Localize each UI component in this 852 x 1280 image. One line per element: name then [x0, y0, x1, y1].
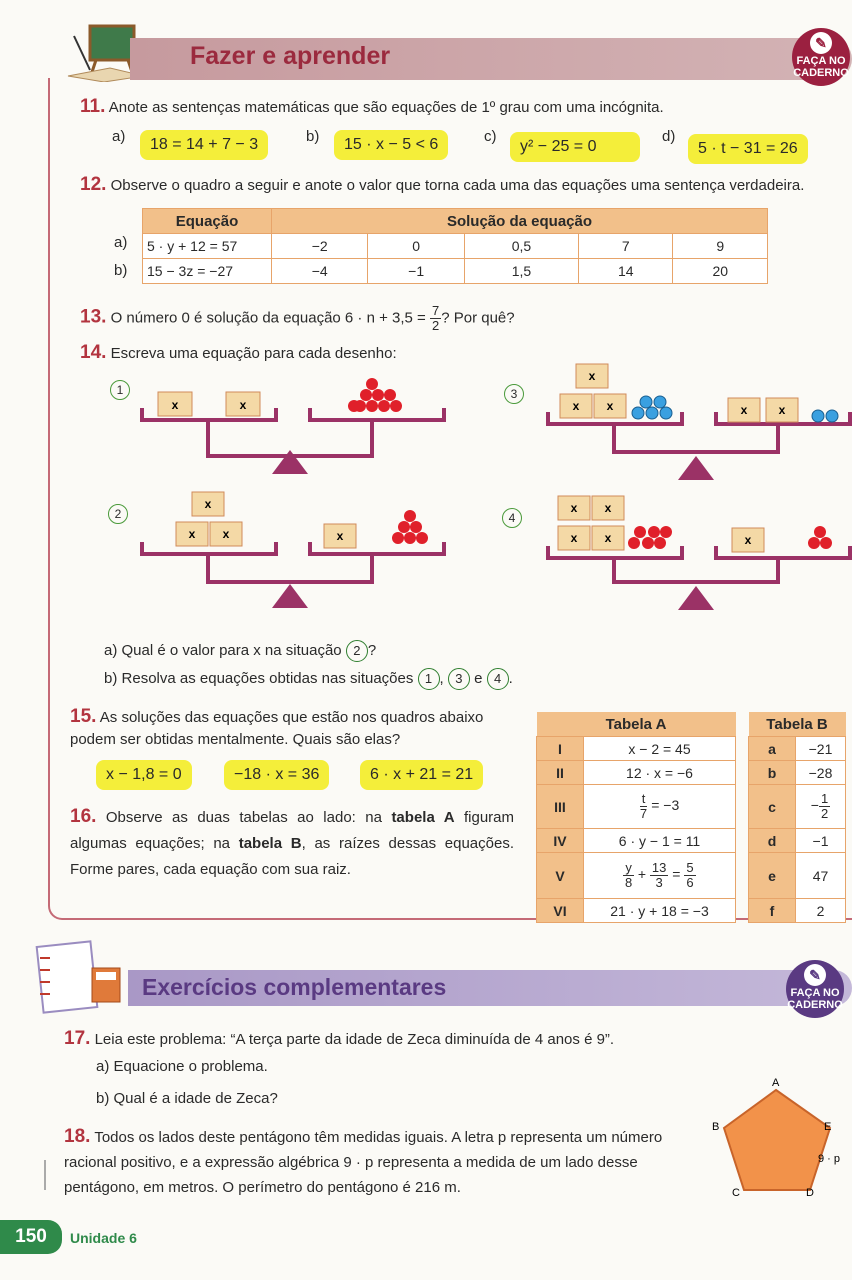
table-row: f 2: [749, 899, 846, 923]
table-cell: 7: [579, 234, 673, 259]
box-label: x: [239, 398, 247, 412]
table-row: IV 6 · y − 1 = 11: [537, 829, 736, 853]
box-label: x: [740, 403, 748, 417]
question-15: 15. As soluções das equações que estão nos quadros abaixo podem ser obtidas mentalmente. Quais são elas?: [70, 706, 484, 748]
table-row: [143, 234, 768, 259]
table-cell: 0,5: [464, 234, 578, 259]
q17-b: b) Qual é a idade de Zeca?: [96, 1090, 278, 1107]
box-label: x: [572, 399, 580, 413]
section-title: Fazer e aprender: [190, 42, 391, 70]
box-label: x: [588, 369, 596, 383]
table-row: VI 21 · y + 18 = −3: [537, 899, 736, 923]
q15-item-3: 6 · x + 21 = 21: [360, 760, 483, 790]
q14-a: a) Qual é o valor para x na situação 2 ?: [104, 640, 376, 662]
table-row: c − $\frac{1}{2}$: [749, 785, 846, 829]
question-14: 14. Escreva uma equação para cada desenho:: [80, 342, 397, 363]
vertex-B: B: [712, 1121, 720, 1133]
fraction: $\frac{1}{2}$: [820, 791, 829, 821]
scale-number-4: 4: [502, 508, 522, 528]
table-b-title: Tabela B: [749, 712, 846, 737]
question-17: 17. Leia este problema: “A terça parte da idade de Zeca diminuída de 4 anos é 9”.: [64, 1028, 615, 1049]
table-b: [748, 712, 846, 923]
table-cell: 15 − 3z = −27: [143, 259, 272, 284]
table-row: V $\frac{y}{8}$ + $\frac{13}{3}$ = $\frac{5}{6}$: [537, 853, 736, 899]
box-label: x: [778, 403, 786, 417]
notebook-badge: ✎ FAÇA NO CADERNO: [792, 28, 850, 86]
table-row: III $\frac{t}{7}$ = −3: [537, 785, 736, 829]
section-illustration-2: [34, 938, 130, 1018]
vertex-A: A: [772, 1077, 780, 1089]
question-13: 13. O número 0 é solução da equação 6 · n + 3,5 = $\frac{7}{2}$ ? Por quê?: [80, 303, 515, 333]
table-row: II 12 · x = −6: [537, 761, 736, 785]
table-cell: 0: [368, 234, 464, 259]
equation-solution-table: [142, 208, 768, 284]
box-label: x: [204, 497, 212, 511]
q11-a-expr: 18 = 14 + 7 − 3: [140, 130, 268, 160]
table-cell: 14: [579, 259, 673, 284]
margin-line: [44, 1160, 46, 1190]
unit-label: Unidade 6: [70, 1230, 137, 1246]
question-18: 18. Todos os lados deste pentágono têm medidas iguais. A letra p representa um número racional positivo, e a expressão algébrica 9 · p representa a medida de um lado desse pentágono, em metros. O perímetro do pentágono é 216 m.: [64, 1126, 663, 1196]
q11-d-label: d): [662, 128, 676, 145]
q11-b-label: b): [306, 128, 320, 145]
table-row: b −28: [749, 761, 846, 785]
box-label: x: [606, 399, 614, 413]
notebook-icon: ✎: [810, 32, 832, 54]
table-cell: 5 · y + 12 = 57: [143, 234, 272, 259]
box-label: x: [604, 501, 612, 515]
q15-item-1: x − 1,8 = 0: [96, 760, 192, 790]
table-header-solution: Solução da equação: [272, 209, 768, 234]
table-row: [143, 259, 768, 284]
table-a: [536, 712, 736, 923]
q11-c-label: c): [484, 128, 497, 145]
table-header-equation: Equação: [143, 209, 272, 234]
table-row: a −21: [749, 737, 846, 761]
box-label: x: [188, 527, 196, 541]
notebook-calculator-icon: [34, 938, 130, 1018]
table-row: I x − 2 = 45: [537, 737, 736, 761]
q14-b: b) Resolva as equações obtidas nas situações 1 , 3 e 4 .: [104, 668, 513, 690]
table-row: e 47: [749, 853, 846, 899]
pentagon-figure: [704, 1074, 852, 1204]
fraction: $\frac{7}{2}$: [431, 303, 440, 333]
question-12: 12. Observe o quadro a seguir e anote o valor que torna cada uma das equações uma sentença verdadeira.: [80, 174, 805, 195]
q11-a-label: a): [112, 128, 126, 145]
scale-number-1: 1: [110, 380, 130, 400]
section-title-2: Exercícios complementares: [142, 974, 447, 1000]
table-cell: −1: [368, 259, 464, 284]
question-11: 11. Anote as sentenças matemáticas que são equações de 1º grau com uma incógnita.: [80, 96, 664, 117]
box-label: x: [222, 527, 230, 541]
notebook-badge-2: ✎ FAÇA NO CADERNO: [786, 960, 844, 1018]
vertex-D: D: [806, 1187, 814, 1199]
balance-scales-illustration: [100, 360, 852, 620]
scale-3: [548, 364, 850, 480]
box-label: x: [171, 398, 179, 412]
vertex-E: E: [824, 1121, 832, 1133]
scale-number-2: 2: [108, 504, 128, 524]
table-row: d −1: [749, 829, 846, 853]
table-cell: −2: [272, 234, 368, 259]
question-16: 16. Observe as duas tabelas ao lado: na tabela A figuram algumas equações; na tabela B, as raízes dessas equações. Forme pares, cada equação com sua raiz.: [70, 806, 515, 878]
box-label: x: [744, 533, 752, 547]
box-label: x: [570, 531, 578, 545]
scale-1: [142, 378, 444, 474]
scale-2: [142, 492, 444, 608]
table-a-title: Tabela A: [537, 712, 736, 737]
q17-a: a) Equacione o problema.: [96, 1058, 268, 1075]
box-label: x: [604, 531, 612, 545]
table-cell: 1,5: [464, 259, 578, 284]
q12-a-label: a): [114, 234, 128, 251]
vertex-C: C: [732, 1187, 740, 1199]
table-cell: −4: [272, 259, 368, 284]
table-cell: 20: [673, 259, 768, 284]
q15-item-2: −18 · x = 36: [224, 760, 329, 790]
q11-b-expr: 15 · x − 5 < 6: [334, 130, 448, 160]
side-label: 9 · p: [818, 1153, 841, 1165]
table-cell: 9: [673, 234, 768, 259]
page-number: 150: [0, 1220, 62, 1254]
fraction: $\frac{t}{7}$: [639, 791, 648, 821]
box-label: x: [336, 529, 344, 543]
q12-b-label: b): [114, 262, 128, 279]
scale-4: [548, 496, 850, 610]
scale-number-3: 3: [504, 384, 524, 404]
q11-c-expr: y² − 25 = 0: [510, 132, 640, 162]
box-label: x: [570, 501, 578, 515]
notebook-icon: ✎: [804, 964, 826, 986]
q11-d-expr: 5 · t − 31 = 26: [688, 134, 808, 164]
